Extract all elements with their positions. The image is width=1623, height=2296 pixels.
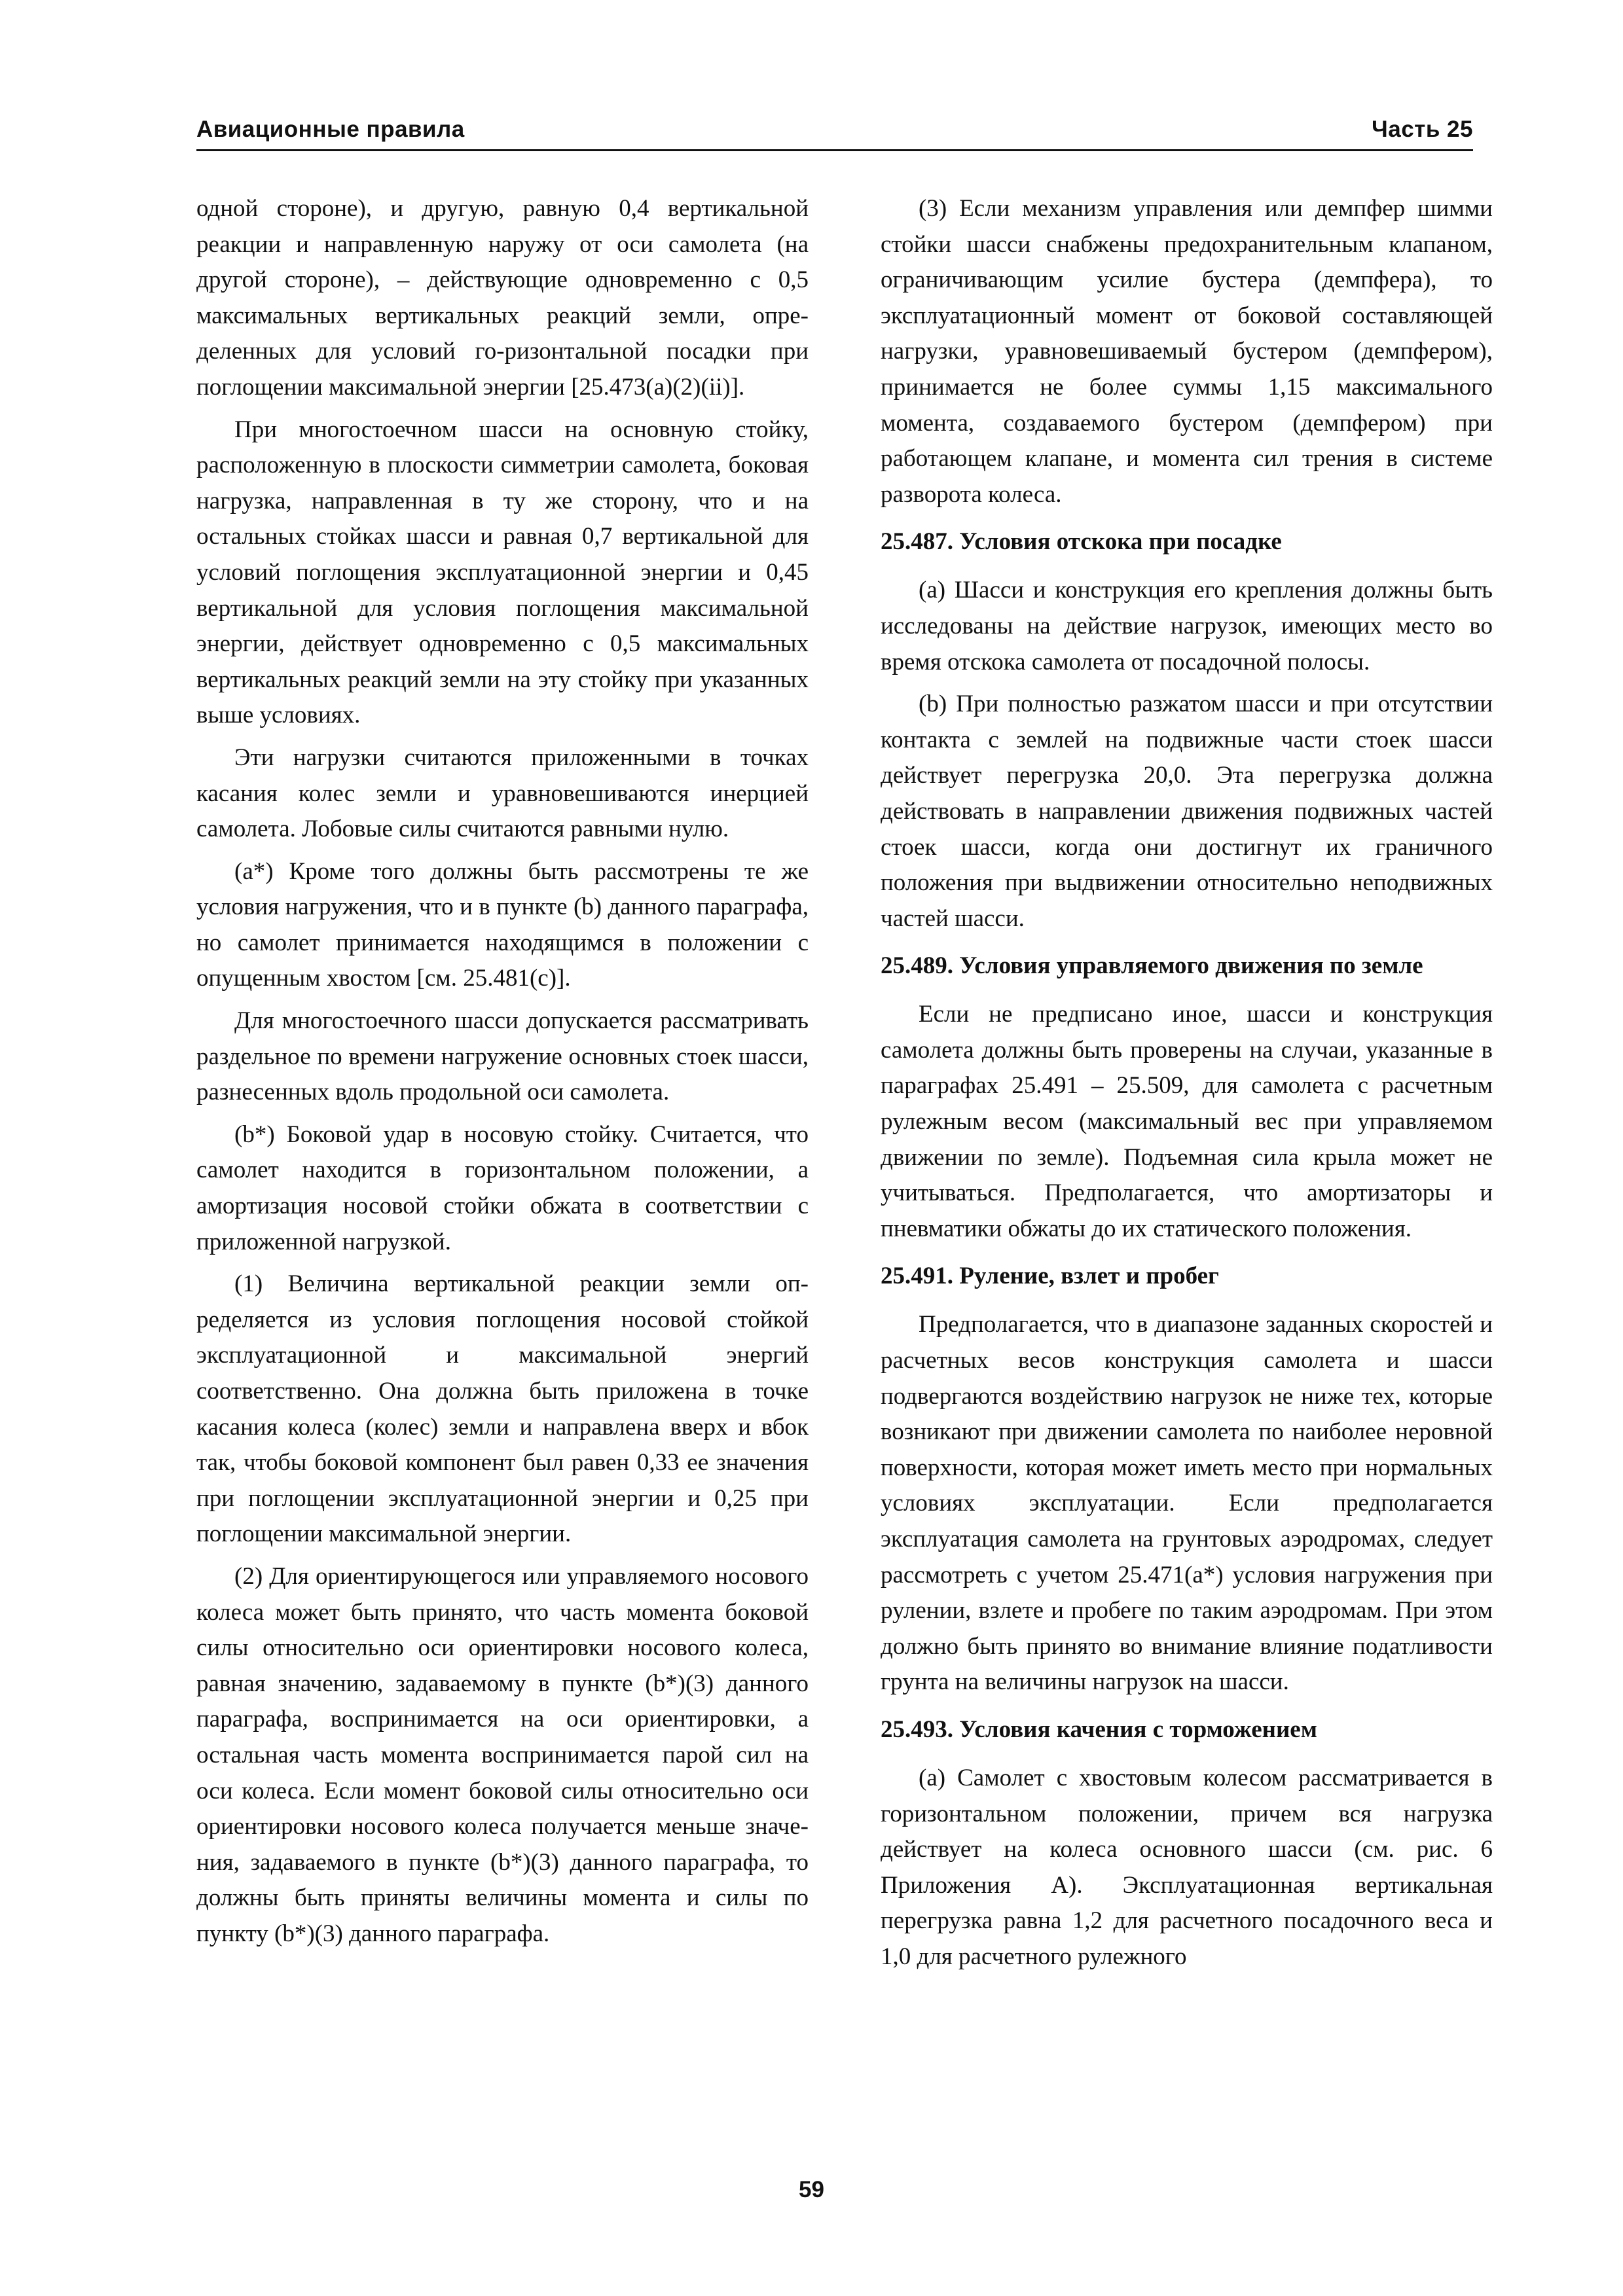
section-heading-25493: 25.493. Условия качения с торможением: [881, 1715, 1317, 1743]
right-column: [881, 191, 1493, 1975]
paragraph: (1) Величина вертикальной реакции земли определяется из условия поглощения носовой стойкой эксплуатационной и максимальной энергий соответственно. Она должна быть приложена в точке касания колеса (колес) земли и направлена вверх и вбок так, чтобы боковой компонент был равен 0,33 ее значения при поглощении эксплуатационной энергии и 0,25 при поглощении максимальной энергии.: [196, 1270, 809, 1548]
left-column: [196, 191, 809, 1952]
paragraph: Эти нагрузки считаются приложенными в точках касания колес земли и уравновешиваются инерцией самолета. Лобовые силы считаются равными нулю.: [196, 744, 809, 843]
paragraph: Если не предписано иное, шасси и конструкция самолета должны быть проверены на случаи, указанные в параграфах 25.491 – 25.509, для самолета с расчетным рулежным весом (максимальный вес при управляемом движении по земле). Подъемная сила крыла может не учитываться. Предполагается, что амортизаторы и пневматики обжаты до их статического положения.: [881, 1001, 1493, 1242]
paragraph: (b) При полностью разжатом шасси и при отсутствии контакта с землей на подвижные части стоек шасси действует перегрузка 20,0. Эта перегрузка должна действовать в направлении движения подвижных частей стоек шасси, когда они достигнут их граничного положения при выдвижении относительно неподвижных частей шасси.: [881, 691, 1493, 932]
page-number: 59: [799, 2177, 824, 2202]
header-divider: [196, 149, 1473, 151]
section-heading-25489: 25.489. Условия управляемого движения по земле: [881, 952, 1423, 980]
paragraph: (a) Самолет с хвостовым колесом рассматривается в горизонтальном положении, причем вся нагрузка действует на колеса основного шасси (см. рис. 6 Приложения А). Эксплуатационная вертикальная перегрузка равна 1,2 для расчетного посадочного веса и 1,0 для расчетного рулежного: [881, 1764, 1493, 1970]
paragraph: одной стороне), и другую, равную 0,4 вертикальной реакции и направленную наружу от оси самолета (на другой стороне), – действующие одновременно с 0,5 максимальных вертикальных реакций земли, определенных для условий го-ризонтальной посадки при поглощении максимальной энергии [25.473(a)(2)(ii)].: [196, 195, 809, 401]
paragraph: Предполагается, что в диапазоне заданных скоростей и расчетных весов конструкция самолета и шасси подвергаются воздействию нагрузок не ниже тех, которые возникают при движении самолета по наиболее неровной поверхности, которая может иметь место при нормальных условиях эксплуатации. Если предполагается эксплуатация самолета на грунтовых аэродромах, следует рассмотреть с учетом 25.471(a*) условия нагружения при рулении, взлете и пробеге по таким аэродромам. При этом должно быть принято во внимание влияние податливости грунта на величины нагрузок на шасси.: [881, 1311, 1493, 1696]
page-header: [196, 117, 1473, 149]
section-heading-25491: 25.491. Руление, взлет и пробег: [881, 1263, 1219, 1290]
paragraph: (a) Шасси и конструкция его крепления должны быть исследованы на действие нагрузок, имеющих место во время отскока самолета от посадочной полосы.: [881, 577, 1493, 675]
paragraph: (b*) Боковой удар в носовую стойку. Считается, что самолет находится в горизонтальном положении, а амортизация носовой стойки обжата в соответствии с приложенной нагрузкой.: [196, 1121, 809, 1255]
paragraph: (3) Если механизм управления или демпфер шимми стойки шасси снабжены предохранительным клапаном, ограничивающим усилие бустера (демпфера), то эксплуатационный момент от боковой составляющей нагрузки, уравновешиваемый бустером (демпфером), принимается не более суммы 1,15 максимального момента, создаваемого бустером (демпфером) при работающем клапане, и момента сил трения в системе разворота колеса.: [881, 195, 1493, 508]
paragraph: Для многостоечного шасси допускается рассматривать раздельное по времени нагружение основных стоек шасси, разнесенных вдоль продольной оси самолета.: [196, 1007, 809, 1106]
paragraph: (2) Для ориентирующегося или управляемого носового колеса может быть принято, что часть момента боковой силы относительно оси ориентировки носового колеса, равная значению, задаваемому в пункте (b*)(3) данного параграфа, воспринимается на оси ориентировки, а остальная часть момента воспринимается парой сил на оси колеса. Если момент боковой силы относительно оси ориентировки носового колеса получается меньше значения, задаваемого в пункте (b*)(3) данного параграфа, то должны быть приняты величины момента и силы по пункту (b*)(3) данного параграфа.: [196, 1562, 809, 1947]
paragraph: При многостоечном шасси на основную стойку, расположенную в плоскости симметрии самолета, боковая нагрузка, направленная в ту же сторону, что и на остальных стойках шасси и равная 0,7 вертикальной для условий поглощения эксплуатационной энергии и 0,45 вертикальной для условия поглощения максимальной энергии, действует одновременно с 0,5 максимальных вертикальных реакций земли на эту стойку при указанных выше условиях.: [196, 416, 809, 729]
paragraph: (a*) Кроме того должны быть рассмотрены те же условия нагружения, что и в пункте (b) данного параграфа, но самолет принимается находящимся в положении с опущенным хвостом [см. 25.481(c)].: [196, 857, 809, 992]
header-title: Авиационные правила: [196, 117, 465, 142]
header-part: Часть 25: [1372, 117, 1473, 142]
section-heading-25487: 25.487. Условия отскока при посадке: [881, 528, 1282, 556]
